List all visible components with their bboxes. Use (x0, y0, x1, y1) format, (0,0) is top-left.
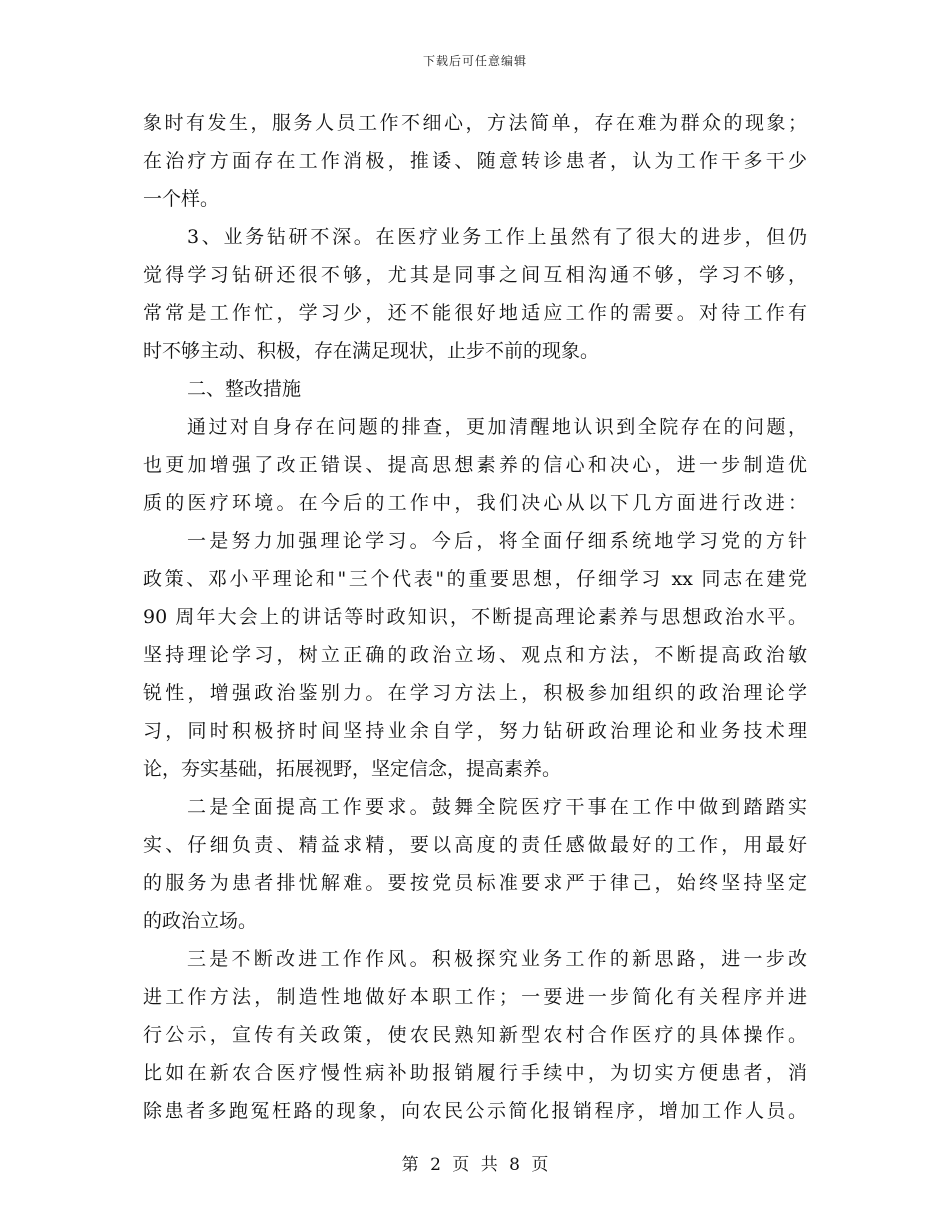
text-line: 常常是工作忙，学习少，还不能很好地适应工作的需要。对待工作有 (143, 302, 807, 324)
text-line: 一个样。 (143, 188, 220, 210)
text-line: 二是全面提高工作要求。鼓舞全院医疗干事在工作中做到踏踏实 (187, 796, 807, 818)
text-line: 锐性，增强政治鉴别力。在学习方法上，积极参加组织的政治理论学 (143, 682, 807, 704)
text-line: 的政治立场。 (143, 910, 258, 932)
text-line: 进工作方法，制造性地做好本职工作；一要进一步简化有关程序并进 (143, 986, 807, 1008)
text-line: 三是不断改进工作作风。积极探究业务工作的新思路，进一步改 (187, 948, 807, 970)
section-heading: 二、整改措施 (187, 378, 302, 400)
document-body (143, 104, 807, 1130)
text-line: 通过对自身存在问题的排查，更加清醒地认识到全院存在的问题， (187, 416, 807, 438)
text-line: 坚持理论学习，树立正确的政治立场、观点和方法，不断提高政治敏 (143, 644, 807, 666)
page-header: 下载后可任意编辑 (422, 54, 527, 68)
text-line: 也更加增强了改正错误、提高思想素养的信心和决心，进一步制造优 (143, 454, 807, 476)
text-line: 实、仔细负责、精益求精，要以高度的责任感做最好的工作，用最好 (143, 834, 807, 856)
text-line: 在治疗方面存在工作消极，推诿、随意转诊患者，认为工作干多干少 (143, 150, 807, 172)
text-line: 除患者多跑冤枉路的现象，向农民公示简化报销程序，增加工作人员。 (143, 1100, 807, 1122)
text-line: 象时有发生，服务人员工作不细心，方法简单，存在难为群众的现象； (143, 112, 807, 134)
text-line: 90 周年大会上的讲话等时政知识，不断提高理论素养与思想政治水平。 (143, 606, 807, 628)
text-line: 行公示，宣传有关政策，使农民熟知新型农村合作医疗的具体操作。 (143, 1024, 807, 1046)
text-line: 的服务为患者排忧解难。要按党员标准要求严于律己，始终坚持坚定 (143, 872, 807, 894)
page-number: 第 2 页 共 8 页 (401, 1155, 549, 1175)
text-line: 3、业务钻研不深。在医疗业务工作上虽然有了很大的进步，但仍 (187, 226, 807, 248)
text-line: 比如在新农合医疗慢性病补助报销履行手续中，为切实方便患者，消 (143, 1062, 807, 1084)
text-line: 论，夯实基础，拓展视野，坚定信念，提高素养。 (143, 758, 562, 780)
text-line: 习，同时积极挤时间坚持业余自学，努力钻研政治理论和业务技术理 (143, 720, 807, 742)
text-line: 觉得学习钻研还很不够，尤其是同事之间互相沟通不够，学习不够， (143, 264, 807, 286)
text-line: 质的医疗环境。在今后的工作中，我们决心从以下几方面进行改进： (143, 492, 807, 514)
text-line: 政策、邓小平理论和"三个代表"的重要思想，仔细学习 xx 同志在建党 (143, 568, 807, 590)
text-line: 时不够主动、积极，存在满足现状，止步不前的现象。 (143, 340, 600, 362)
text-line: 一是努力加强理论学习。今后，将全面仔细系统地学习党的方针 (187, 530, 807, 552)
